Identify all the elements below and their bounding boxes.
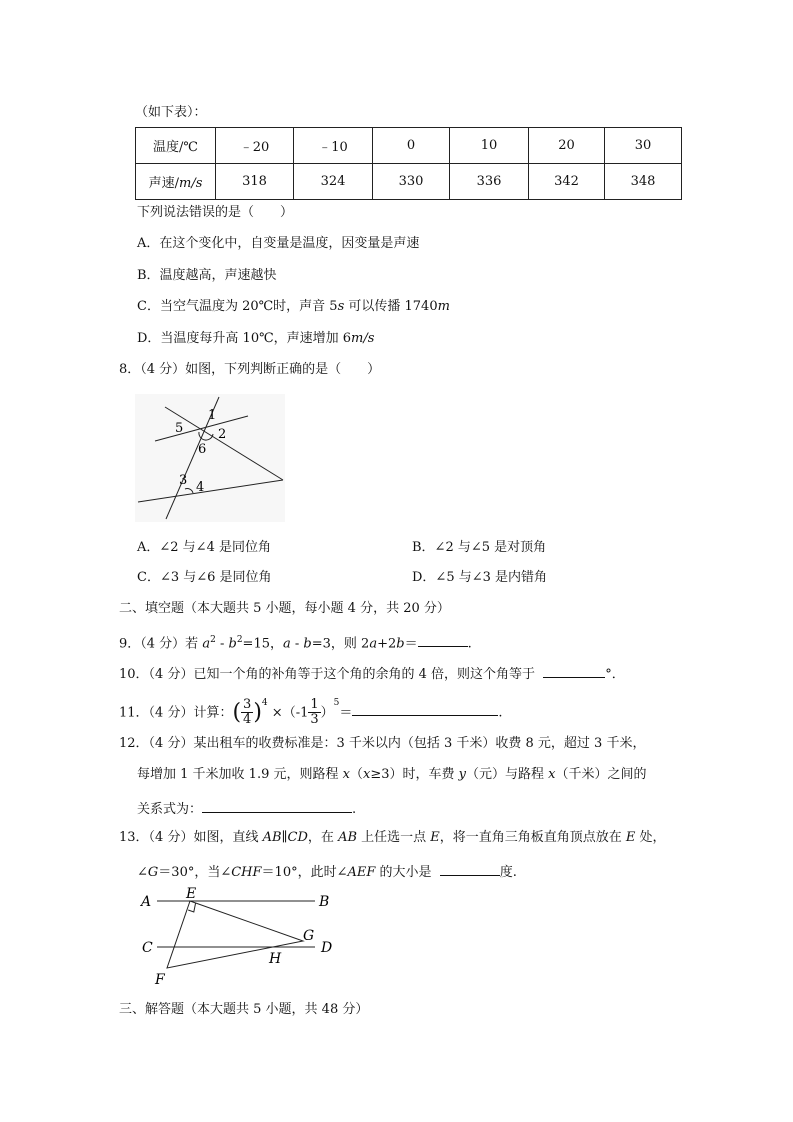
q13-figure — [135, 886, 335, 990]
q12-answer-blank[interactable] — [202, 797, 352, 813]
row-header-temperature: 温度/℃ — [136, 128, 216, 164]
q8-option-a: A．∠2 与∠4 是同位角 — [137, 540, 271, 555]
q7-option-a: A．在这个变化中，自变量是温度，因变量是声速 — [137, 236, 420, 251]
table-cell: 348 — [605, 164, 682, 200]
table-cell: 20 — [529, 128, 605, 164]
q7-option-d: D．当温度每升高 10℃，声速增加 6m/s — [137, 331, 375, 346]
q8-stem: 8．（4 分）如图，下列判断正确的是（ ） — [119, 362, 381, 377]
table-row-temperature — [136, 128, 682, 164]
q10: 10．（4 分）已知一个角的补角等于这个角的余角的 4 倍，则这个角等于 °． — [119, 662, 625, 685]
q8-label-2: 2 — [218, 427, 227, 442]
speed-temperature-table — [135, 127, 682, 200]
q7-stem: 下列说法错误的是（ ） — [137, 205, 294, 220]
table-cell: ﹣20 — [216, 128, 294, 164]
table-cell: 30 — [605, 128, 682, 164]
section-2-heading: 二、填空题（本大题共 5 小题，每小题 4 分，共 20 分） — [119, 601, 450, 616]
q8-label-1: 1 — [208, 408, 217, 423]
q8-option-c: C．∠3 与∠6 是同位角 — [137, 570, 272, 585]
q7-option-c: C．当空气温度为 20℃时，声音 5s 可以传播 1740m — [137, 299, 450, 314]
q12-line-1: 12．（4 分）某出租车的收费标准是：3 千米以内（包括 3 千米）收费 8 元，超过 3 千米， — [119, 736, 646, 751]
section-3-heading: 三、解答题（本大题共 5 小题，共 48 分） — [119, 1002, 369, 1017]
q10-answer-blank[interactable] — [543, 662, 605, 678]
q13-label-e: E — [186, 886, 197, 902]
table-intro: （如下表）： — [135, 105, 207, 120]
q11-fraction-1: $\frac{3}{4}$ — [243, 697, 252, 728]
q13-label-h: H — [269, 951, 282, 967]
q8-label-4: 4 — [196, 480, 205, 495]
q8-label-5: 5 — [175, 421, 184, 436]
table-cell: 342 — [529, 164, 605, 200]
q13-label-g: G — [303, 928, 315, 944]
q13-label-f: F — [155, 972, 165, 988]
q11-answer-blank[interactable] — [352, 700, 498, 716]
table-cell: 330 — [373, 164, 450, 200]
q12-line-2: 每增加 1 千米加收 1.9 元，则路程 x（x≥3）时，车费 y（元）与路程 x（千米）之间的 — [137, 767, 647, 782]
table-cell: 336 — [450, 164, 529, 200]
q13-answer-blank[interactable] — [440, 860, 500, 876]
q13-label-c: C — [142, 940, 153, 956]
q8-option-b: B．∠2 与∠5 是对顶角 — [412, 540, 547, 555]
q8-figure — [135, 394, 285, 522]
q13-triangle — [167, 901, 303, 968]
q13-label-d: D — [321, 940, 333, 956]
table-cell: ﹣10 — [294, 128, 373, 164]
table-cell: 0 — [373, 128, 450, 164]
q13-label-b: B — [319, 894, 330, 910]
q8-label-3: 3 — [179, 473, 188, 488]
table-cell: 324 — [294, 164, 373, 200]
q8-label-6: 6 — [198, 442, 207, 457]
q7-option-b: B．温度越高，声速越快 — [137, 268, 277, 283]
table-cell: 318 — [216, 164, 294, 200]
q11: 11．（4 分）计算：( $\frac{3}{4}$ )$^4$ ×（-1 $\frac{1}{3}$ ）$^5$＝ . — [119, 697, 503, 728]
q9-answer-blank[interactable] — [418, 631, 468, 647]
table-row-speed — [136, 164, 682, 200]
q12-line-3: 关系式为： . — [137, 797, 356, 820]
table-cell: 10 — [450, 128, 529, 164]
q13-line-1: 13．（4 分）如图，直线 AB∥CD，在 AB 上任选一点 E，将一直角三角板直角顶点放在 E 处， — [119, 830, 666, 845]
q11-fraction-2: $\frac{1}{3}$ — [310, 697, 319, 728]
q9: 9．（4 分）若 $a^2 - b^2=15$，a - b=3，则 2a+2b＝ . — [119, 630, 472, 654]
row-header-speed: 声速/m/s — [136, 164, 216, 200]
q13-label-a: A — [141, 894, 152, 910]
q13-line-2: ∠G＝30°，当∠CHF＝10°，此时∠AEF 的大小是 度. — [137, 860, 517, 883]
q8-option-d: D．∠5 与∠3 是内错角 — [412, 570, 548, 585]
